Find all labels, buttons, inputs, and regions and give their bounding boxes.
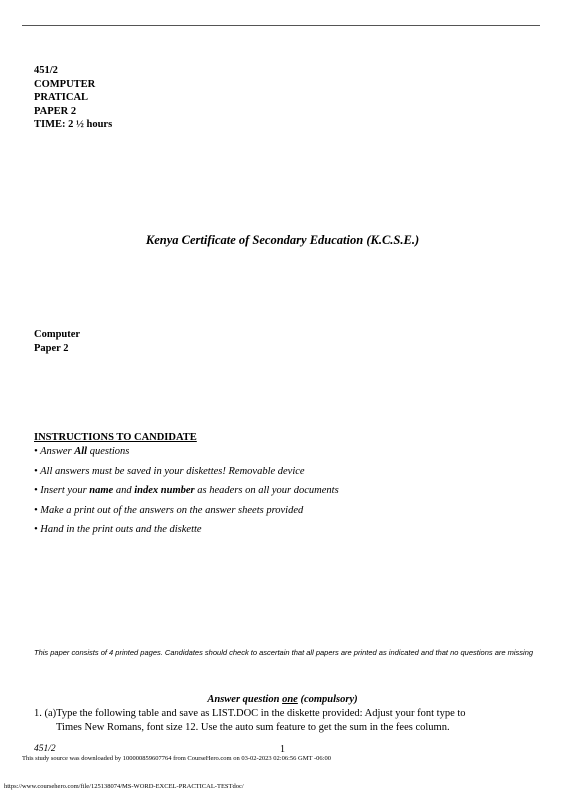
exam-time: TIME: 2 ½ hours [34,119,113,130]
document-title: Kenya Certificate of Secondary Education (K.C.S.E.) [145,233,420,247]
instruction-item: • All answers must be saved in your diskettes! Removable device [34,465,305,477]
exam-type: PRATICAL [34,92,89,103]
answer-heading: Answer question one (compulsory) [207,694,358,705]
subject-block [34,328,80,355]
instruction-item: • Make a print out of the answers on the answer sheets provided [34,504,304,516]
exam-paper: PAPER 2 [34,105,77,117]
exam-header [34,64,112,132]
instruction-item: • Hand in the print outs and the diskette [34,524,202,536]
instruction-item: • Insert your name and index number as headers on all your documents [34,485,339,497]
instructions-list [34,445,339,543]
footer-code: 451/2 [34,744,56,754]
question-1-line-2: Times New Romans, font size 12. Use the auto sum feature to get the sum in the fees column. [56,721,450,733]
subject-line-2: Paper 2 [34,342,69,354]
pages-note: This paper consists of 4 printed pages. Candidates should check to ascertain that all papers are printed as indicated and that no questions are missing [34,648,534,657]
question-1-line-1: 1. (a)Type the following table and save as LIST.DOC in the diskette provided: Adjust your font type to [34,708,466,719]
exam-code: 451/2 [34,65,58,76]
instructions-heading: INSTRUCTIONS TO CANDIDATE [34,432,197,443]
page-number: 1 [280,744,285,755]
top-rule [22,25,540,26]
subject-line-1: Computer [34,329,81,340]
question-1 [34,707,524,734]
source-url: https://www.coursehero.com/file/125138074/MS-WORD-EXCEL-PRACTICAL-TESTdoc/ [4,783,244,790]
instruction-item: • Answer All questions [34,446,130,457]
download-watermark: This study source was downloaded by 100000859607764 from CourseHero.com on 03-02-2023 02:06:56 GMT -06:00 [22,755,331,762]
exam-subject: COMPUTER [34,78,96,90]
